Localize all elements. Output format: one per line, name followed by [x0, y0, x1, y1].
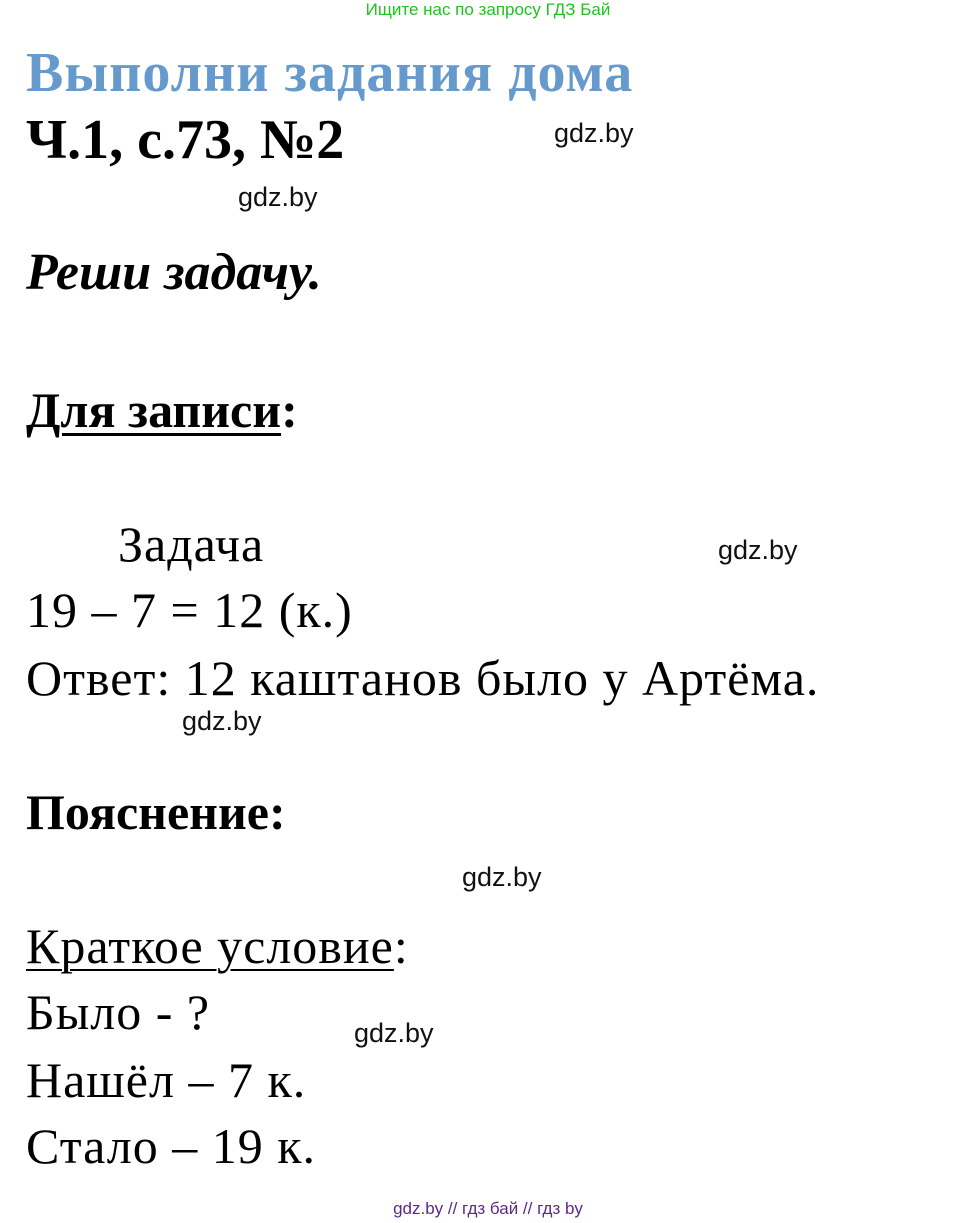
- record-heading-colon: :: [281, 382, 298, 438]
- section-title: Выполни задания дома: [26, 42, 634, 104]
- task-word: Задача: [118, 516, 265, 572]
- record-heading: [26, 380, 298, 440]
- top-banner: Ищите нас по запросу ГДЗ Бай: [365, 0, 611, 19]
- watermark: gdz.by: [554, 118, 634, 148]
- short-condition-label: Краткое условие: [26, 918, 394, 974]
- footer-links: gdz.by // гдз бай // гдз by: [393, 1199, 583, 1218]
- short-condition-colon: :: [393, 918, 409, 974]
- watermark: gdz.by: [182, 706, 262, 736]
- answer-line: Ответ: 12 каштанов было у Артёма.: [26, 650, 820, 706]
- record-heading-label: Для записи: [26, 382, 282, 438]
- watermark: gdz.by: [462, 862, 542, 892]
- watermark: gdz.by: [238, 182, 318, 212]
- watermark: gdz.by: [718, 535, 798, 565]
- task-reference: Ч.1, с.73, №2: [26, 109, 345, 171]
- equation: 19 – 7 = 12 (к.): [26, 582, 353, 638]
- condition-line-found: Нашёл – 7 к.: [26, 1052, 307, 1108]
- instruction: Реши задачу.: [26, 244, 322, 301]
- short-condition-heading: [26, 916, 409, 976]
- condition-line-became: Стало – 19 к.: [26, 1118, 317, 1174]
- explanation-heading: Пояснение:: [26, 784, 286, 840]
- condition-line-was: Было - ?: [26, 984, 211, 1040]
- watermark: gdz.by: [354, 1018, 434, 1048]
